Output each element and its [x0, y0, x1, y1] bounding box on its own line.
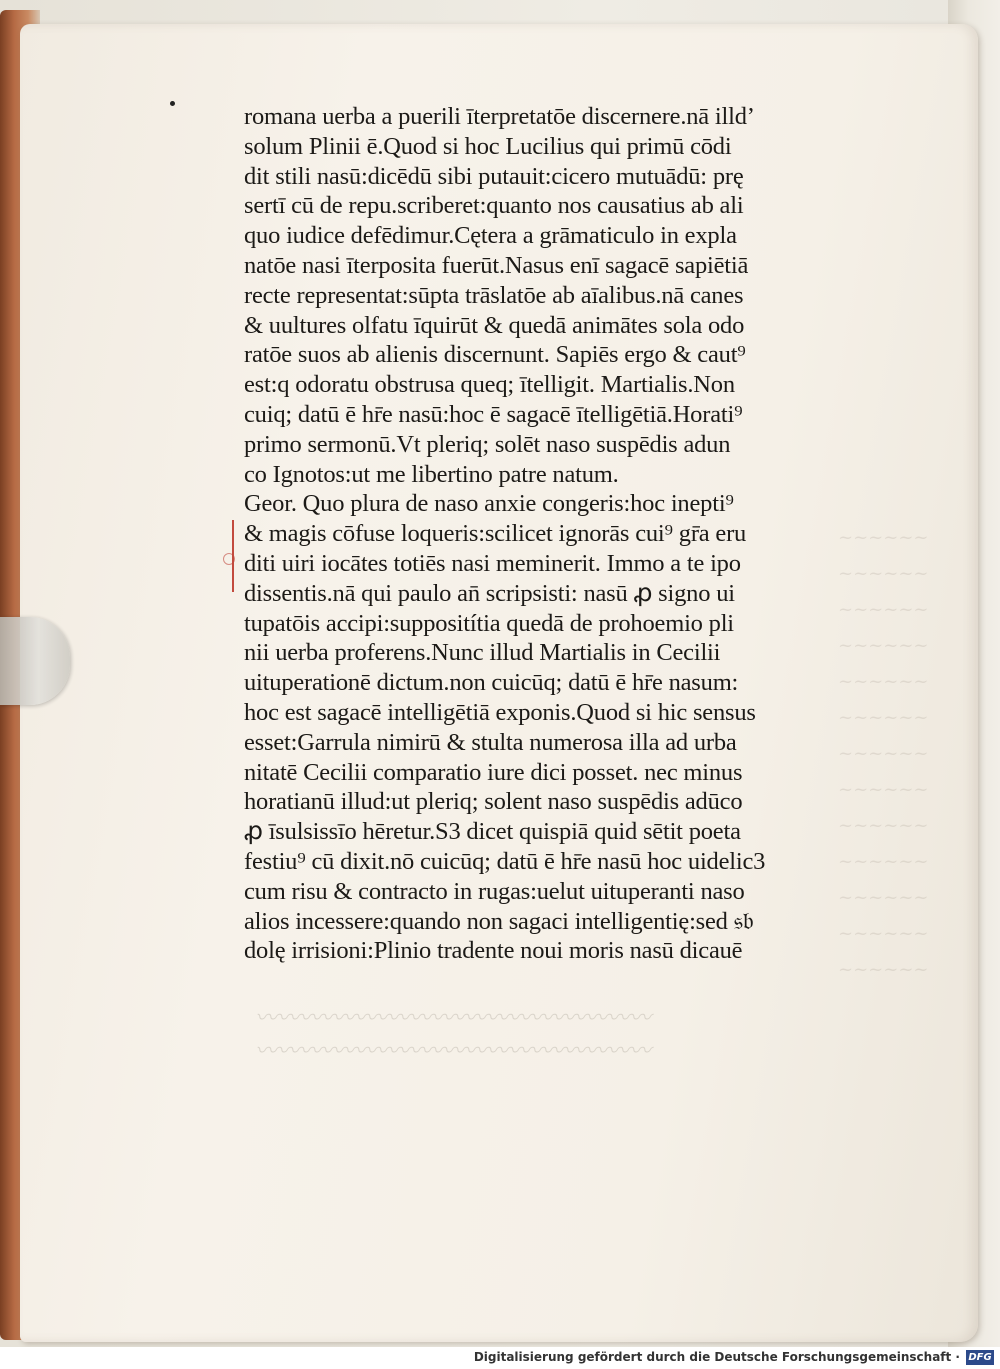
- text-line: ratōe suos ab alienis discernunt. Sapiēs ergo & caut⁹: [244, 341, 746, 369]
- text-line: sertī cū de repu.scriberet:quanto nos causatius ab ali: [244, 192, 744, 220]
- text-line: co Ignotos:ut me libertino patre natum.: [244, 460, 619, 488]
- text-line: dit stili nasū:dicēdū sibi putauit:cicero mutuādū: prę: [244, 162, 744, 190]
- text-line: diti uiri iocātes totiēs nasi meminerit. Immo a te ipo: [244, 549, 741, 577]
- text-line: cum risu & contracto in rugas:uelut uituperanti naso: [244, 877, 745, 905]
- rubric-circle-mark: [223, 553, 235, 565]
- text-line: est:q odoratu obstrusa queq; ītelligit. Martialis.Non: [244, 371, 735, 399]
- ink-dot-mark: [170, 101, 175, 106]
- text-line: primo sermonū.Vt pleriq; solēt naso suspēdis adun: [244, 430, 731, 458]
- text-line: & magis cōfuse loqueris:scilicet ignorās cui⁹ gr̄a eru: [244, 520, 747, 548]
- text-line: uituperationē dictum.non cuicūq; datū ē hr̄e nasum:: [244, 669, 739, 697]
- text-line: recte representat:sūpta trāslatōe ab aīalibus.nā canes: [244, 281, 744, 309]
- printed-text-block: [244, 102, 804, 966]
- text-line: festiu⁹ cū dixit.nō cuicūq; datū ē hr̄e nasū hoc uidelic3: [244, 847, 766, 875]
- text-line: quo iudice defēdimur.Cętera a grāmaticulo in expla: [244, 222, 737, 250]
- text-line: tupatōis accipi:suppositítia quedā de prohoemio pli: [244, 609, 734, 637]
- text-line: horatianū illud:ut pleriq; solent naso suspēdis adūco: [244, 788, 743, 816]
- text-line: nitatē Cecilii comparatio iure dici posset. nec minus: [244, 758, 743, 786]
- bleed-through-text-bottom: 〰〰〰〰〰〰〰〰〰〰〰〰〰〰〰〰〰〰 〰〰〰〰〰〰〰〰〰〰〰〰〰〰〰〰〰〰: [255, 1006, 652, 1064]
- text-line: esset:Garrula nimirū & stulta numerosa illa ad urba: [244, 728, 737, 756]
- text-line-speaker-geor: Geor. Quo plura de naso anxie congeris:hoc inepti⁹: [244, 490, 734, 518]
- text-line: nii uerba proferens.Nunc illud Martialis in Cecilii: [244, 639, 721, 667]
- digitization-footer: [0, 1347, 1000, 1369]
- text-line: alios incessere:quando non sagaci intelligentię:sed 𝔰𝔟: [244, 907, 754, 935]
- footer-credit-text: Digitalisierung gefördert durch die Deutsche Forschungsgemeinschaft ·: [473, 1350, 960, 1364]
- text-line: hoc est sagacē intelligētiā exponis.Quod si hic sensus: [244, 698, 756, 726]
- text-line: dolę irrisioni:Plinio tradente noui moris nasū dicauē: [244, 937, 743, 965]
- dfg-logo-icon: DFG: [966, 1350, 994, 1365]
- text-line: cuiq; datū ē hr̄e nasū:hoc ē sagacē ītelligētiā.Horati⁹: [244, 400, 743, 428]
- page-clip: [0, 617, 70, 705]
- bleed-through-text-right: ~~~~~~ ~~~~~~ ~~~~~~ ~~~~~~ ~~~~~~ ~~~~~~ ~~~~~~ ~~~~~~ ~~~~~~ ~~~~~~ ~~~~~~ ~~~~~~ ~~~~~~: [838, 527, 929, 980]
- text-line: solum Plinii ē.Quod si hoc Lucilius qui primū cōdi: [244, 132, 732, 160]
- text-line: dissentis.nā qui paulo an̄ scripsisti: nasū ꝓ signo ui: [244, 579, 735, 607]
- text-line: ꝓ īsulsissīo hēretur.S3 dicet quispiā quid sētit poeta: [244, 818, 741, 846]
- text-line: romana uerba a puerili īterpretatōe discernere.nā illd’: [244, 103, 755, 130]
- text-line: natōe nasi īterposita fuerūt.Nasus enī sagacē sapiētiā: [244, 251, 749, 279]
- text-line: & uultures olfatu īquirūt & quedā animātes sola odo: [244, 311, 745, 339]
